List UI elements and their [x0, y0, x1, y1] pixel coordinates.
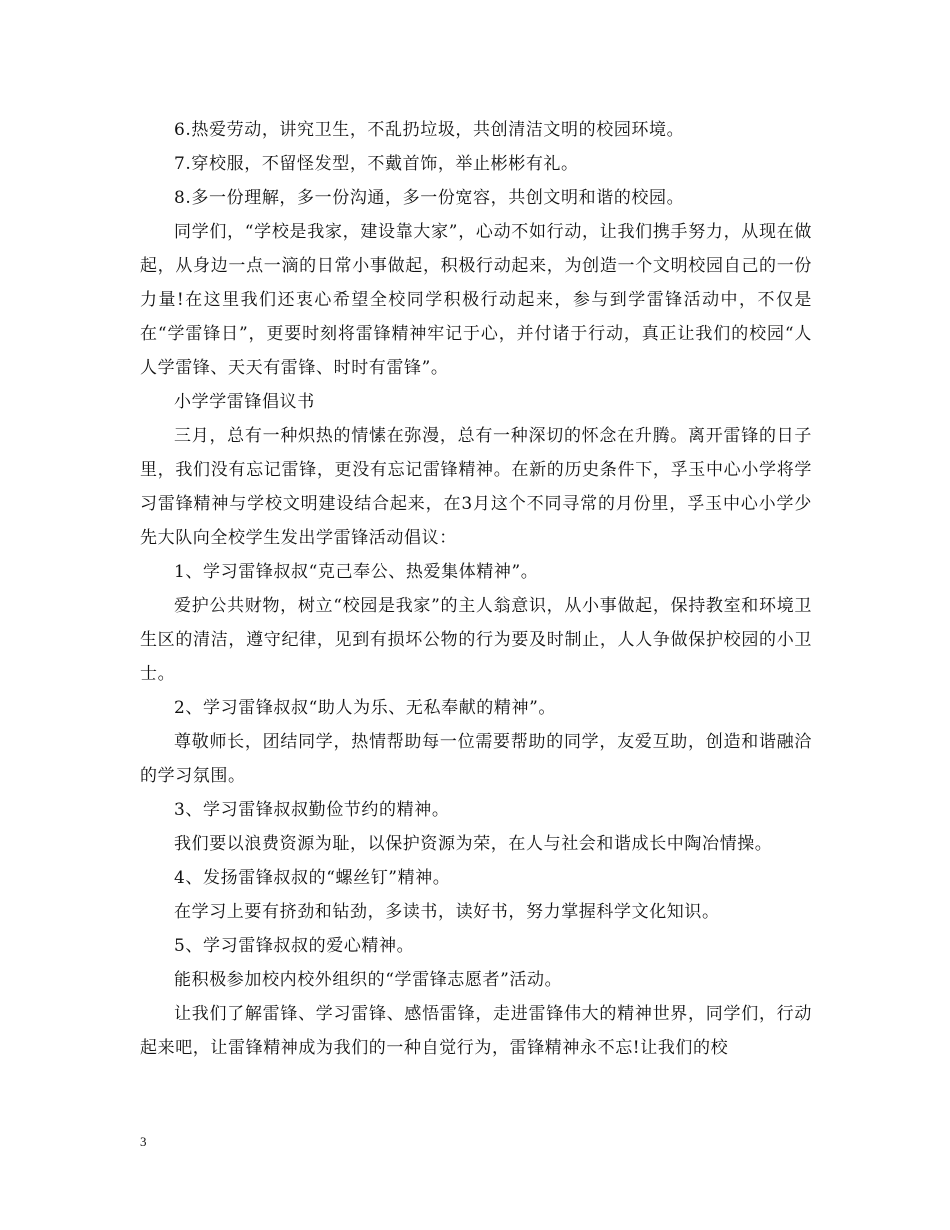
- paragraph-appeal: 同学们，“学校是我家，建设靠大家”，心动不如行动，让我们携手努力，从现在做起，从身边一点一滴的日常小事做起，积极行动起来，为创造一个文明校园自己的一份力量!在这里我们还衷心希望全校同学积极行动起来，参与到学雷锋活动中，不仅是在“学雷锋日”，更要时刻将雷锋精神牢记于心，并付诸于行动，真正让我们的校园“人人学雷锋、天天有雷锋、时时有雷锋”。: [140, 222, 812, 378]
- proposal-heading-4: 4、发扬雷锋叔叔的“螺丝钉”精神。: [174, 868, 451, 888]
- proposal-body-1: 爱护公共财物，树立“校园是我家”的主人翁意识，从小事做起，保持教室和环境卫生区的清洁，遵守纪律，见到有损坏公物的行为要及时制止，人人争做保护校园的小卫士。: [140, 596, 812, 684]
- section-title: 小学学雷锋倡议书: [174, 392, 315, 412]
- proposal-body-4: 在学习上要有挤劲和钻劲，多读书，读好书，努力掌握科学文化知识。: [174, 902, 720, 922]
- closing-paragraph: 让我们了解雷锋、学习雷锋、感悟雷锋，走进雷锋伟大的精神世界，同学们，行动起来吧，让雷锋精神成为我们的一种自觉行为，雷锋精神永不忘!让我们的校: [140, 1004, 812, 1058]
- paragraph-item-6: 6.热爱劳动，讲究卫生，不乱扔垃圾，共创清洁文明的校园环境。: [174, 120, 685, 140]
- page-number: 3: [140, 1134, 147, 1149]
- proposal-heading-5: 5、学习雷锋叔叔的爱心精神。: [174, 936, 415, 956]
- paragraph-intro: 三月，总有一种炽热的情愫在弥漫，总有一种深切的怀念在升腾。离开雷锋的日子里，我们没有忘记雷锋，更没有忘记雷锋精神。在新的历史条件下，孚玉中心小学将学习雷锋精神与学校文明建设结合起来，在3月这个不同寻常的月份里，孚玉中心小学少先大队向全校学生发出学雷锋活动倡议：: [140, 426, 812, 548]
- proposal-heading-3: 3、学习雷锋叔叔勤俭节约的精神。: [174, 800, 450, 820]
- proposal-body-5: 能积极参加校内校外组织的“学雷锋志愿者”活动。: [174, 970, 563, 990]
- document-body: [140, 113, 812, 1065]
- proposal-body-3: 我们要以浪费资源为耻，以保护资源为荣，在人与社会和谐成长中陶冶情操。: [174, 834, 773, 854]
- proposal-heading-2: 2、学习雷锋叔叔“助人为乐、无私奉献的精神”。: [174, 698, 556, 718]
- paragraph-item-7: 7.穿校服，不留怪发型，不戴首饰，举止彬彬有礼。: [174, 154, 579, 174]
- proposal-body-2: 尊敬师长，团结同学，热情帮助每一位需要帮助的同学，友爱互助，创造和谐融洽的学习氛围。: [140, 732, 812, 786]
- proposal-heading-1: 1、学习雷锋叔叔“克己奉公、热爱集体精神”。: [174, 562, 539, 582]
- paragraph-item-8: 8.多一份理解，多一份沟通，多一份宽容，共创文明和谐的校园。: [174, 188, 685, 208]
